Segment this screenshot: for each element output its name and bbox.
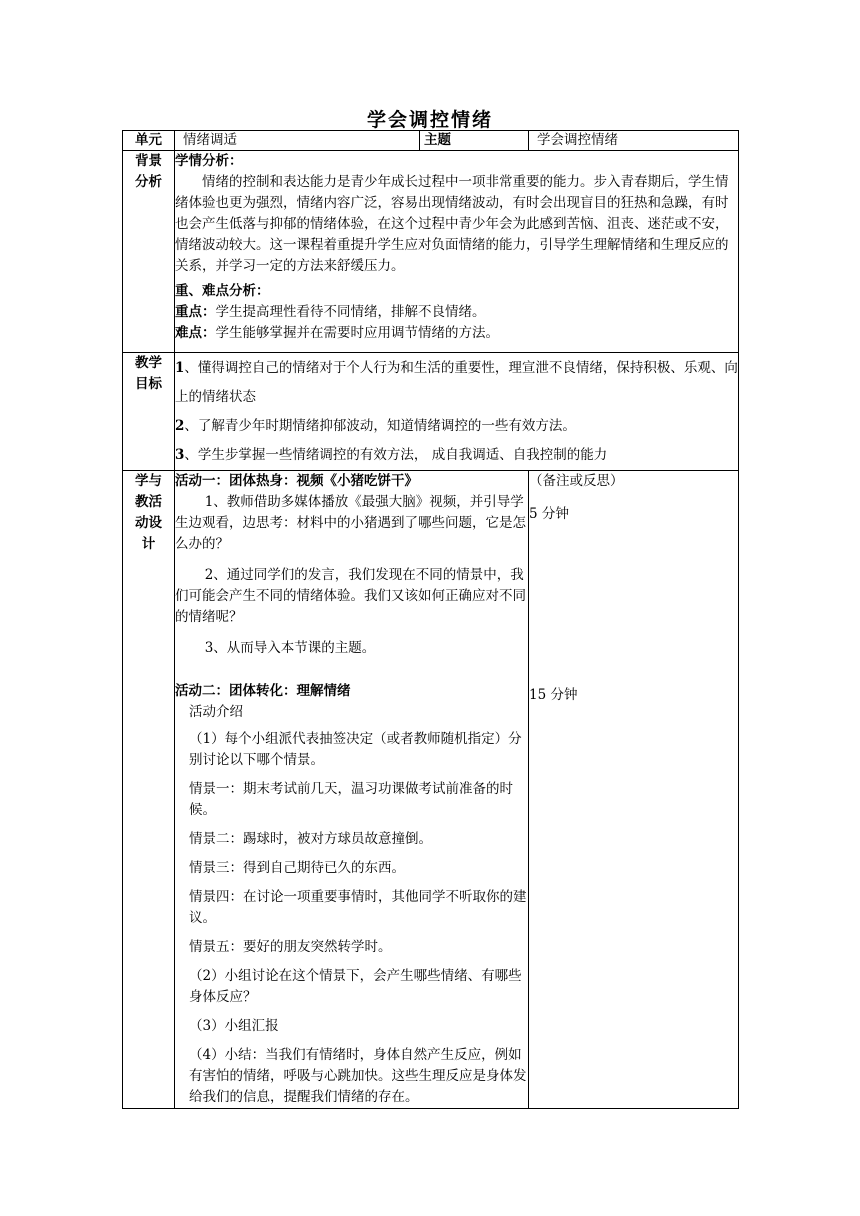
activity2-summary: （4）小结：当我们有情绪时，身体自然产生反应，例如有害怕的情绪，呼吸与心跳加快。这些生理反应是身体发给我们的信息，提醒我们情绪的存在。 (189, 1047, 527, 1105)
activity2-intro: 活动介绍 (189, 704, 243, 720)
notes-column (529, 471, 739, 1109)
unit-label: 单元 (123, 131, 175, 151)
goals-label (123, 353, 175, 471)
activity1-step2: 2、通过同学们的发言，我们发现在不同的情景中，我们可能会产生不同的情绪体验。我们又该如何正确应对不同的情绪呢？ (175, 567, 526, 625)
topic-value: 学会调控情绪 (529, 131, 739, 151)
background-content (175, 151, 739, 353)
activity1-step3: 3、从而导入本节课的主题。 (204, 640, 376, 656)
key-point (175, 302, 738, 323)
document-title: 学会调控情绪 (366, 109, 493, 131)
activity2-heading: 活动二：团体转化：理解情绪 (175, 683, 351, 699)
background-row (123, 151, 739, 353)
topic-label: 主题 (420, 131, 529, 151)
scenario-4: 情景四：在讨论一项重要事情时，其他同学不听取你的建议。 (189, 889, 527, 926)
activities-label-line2: 教活 (135, 494, 162, 510)
goals-label-line2: 目标 (135, 376, 162, 392)
activities-label-line4: 计 (141, 536, 156, 552)
activities-label-line3: 动设 (135, 515, 162, 531)
lesson-plan-table (122, 130, 739, 1109)
activities-label-line1: 学与 (135, 473, 162, 489)
goal-item-1: 1、懂得调控自己的情绪对于个人行为和生活的重要性，理宣泄不良情绪，保持积极、乐观、向上的情绪状态 (175, 360, 738, 405)
activities-content (175, 471, 529, 1109)
goal-item-3: 3、学生步掌握一些情绪调控的有效方法， 成自我调适、自我控制的能力 (175, 447, 608, 463)
key-text: 学生提高理性看待不同情绪，排解不良情绪。 (215, 304, 486, 320)
goal-item-2: 2、了解青少年时期情绪抑郁波动，知道情绪调控的一些有效方法。 (175, 418, 576, 434)
situation-text: 情绪的控制和表达能力是青少年成长过程中一项非常重要的能力。步入青春期后，学生情绪体验也更为强烈，情绪内容广泛，容易出现情绪波动，有时会出现盲目的狂热和急躁，有时也会产生低落与抑郁的情绪体验，在这个过程中青少年会为此感到苦恼、沮丧、迷茫或不安，情绪波动较大。这一课程着重提升学生应对负面情绪的能力，引导学生理解情绪和生理反应的关系，并学习一定的方法来舒缓压力。 (175, 174, 729, 274)
activity2-item2: （2）小组讨论在这个情景下，会产生哪些情绪、有哪些身体反应？ (189, 968, 522, 1005)
background-label-line1: 背景 (135, 153, 162, 169)
scenario-3: 情景三：得到自己期待已久的东西。 (189, 860, 405, 876)
difficult-point (175, 323, 738, 344)
goals-row (123, 353, 739, 471)
activities-row (123, 471, 739, 1109)
key-heading: 重、难点分析： (175, 283, 270, 299)
activity2-item3: （3）小组汇报 (189, 1018, 279, 1034)
unit-value: 情绪调适 (175, 131, 420, 151)
header-row (123, 131, 739, 151)
goals-label-line1: 教学 (135, 355, 162, 371)
situation-heading: 学情分析： (175, 153, 243, 169)
goals-content (175, 353, 739, 471)
time-activity1: 5 分钟 (529, 506, 569, 522)
scenario-5: 情景五：要好的朋友突然转学时。 (189, 939, 392, 955)
scenario-1: 情景一：期末考试前几天，温习功课做考试前准备的时候。 (189, 781, 513, 818)
activities-label (123, 471, 175, 1109)
background-label-line2: 分析 (135, 174, 162, 190)
activity1-step1: 1、教师借助多媒体播放《最强大脑》视频，并引导学生边观看，边思考：材料中的小猪遇到了哪些问题，它是怎么办的？ (175, 494, 526, 552)
time-activity2: 15 分钟 (529, 687, 578, 703)
background-label (123, 151, 175, 353)
key-label: 重点： (175, 304, 216, 320)
activity1-heading: 活动一：团体热身：视频《小猪吃饼干》 (175, 473, 418, 489)
scenario-2: 情景二：踢球时，被对方球员故意撞倒。 (189, 831, 432, 847)
activity2-item1: （1）每个小组派代表抽签决定（或者教师随机指定）分别讨论以下哪个情景。 (189, 731, 522, 768)
difficult-label: 难点： (175, 325, 216, 341)
notes-heading: （备注或反思） (529, 473, 624, 489)
difficult-text: 学生能够掌握并在需要时应用调节情绪的方法。 (215, 325, 499, 341)
